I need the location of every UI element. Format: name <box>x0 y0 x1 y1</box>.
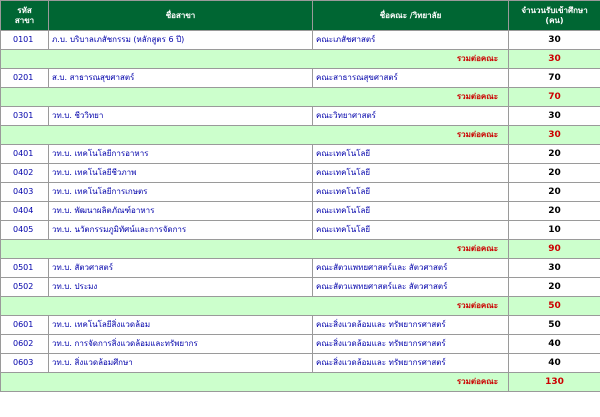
faculty-total-row <box>1 240 600 259</box>
program-code: 0101 <box>1 31 49 50</box>
faculty-total-label: รวมต่อคณะ <box>1 373 509 392</box>
table-row <box>1 354 600 373</box>
faculty-name: คณะสัตวแพทยศาสตร์และ สัตวศาสตร์ <box>313 278 509 297</box>
table-row <box>1 183 600 202</box>
table-row <box>1 259 600 278</box>
faculty-total-label: รวมต่อคณะ <box>1 88 509 107</box>
program-name: วท.บ. สัตวศาสตร์ <box>49 259 313 278</box>
program-name: วท.บ. การจัดการสิ่งแวดล้อมและทรัพยากร <box>49 335 313 354</box>
faculty-total-label: รวมต่อคณะ <box>1 297 509 316</box>
program-code: 0403 <box>1 183 49 202</box>
table-row <box>1 278 600 297</box>
quota-value: 20 <box>509 202 600 221</box>
quota-value: 20 <box>509 183 600 202</box>
program-name: ส.บ. สาธารณสุขศาสตร์ <box>49 69 313 88</box>
faculty-name: คณะเทคโนโลยี <box>313 145 509 164</box>
faculty-total-label: รวมต่อคณะ <box>1 50 509 69</box>
quota-value: 20 <box>509 278 600 297</box>
program-name: วท.บ. ชีววิทยา <box>49 107 313 126</box>
program-name: วท.บ. พัฒนาผลิตภัณฑ์อาหาร <box>49 202 313 221</box>
header-quota: จำนวนรับเข้าศึกษา (คน) <box>509 1 600 31</box>
faculty-name: คณะสิ่งแวดล้อมและ ทรัพยากรศาสตร์ <box>313 335 509 354</box>
program-name: วท.บ. นวัตกรรมภูมิทัศน์และการจัดการ <box>49 221 313 240</box>
quota-value: 50 <box>509 316 600 335</box>
program-code: 0401 <box>1 145 49 164</box>
table-row <box>1 316 600 335</box>
faculty-total-row <box>1 373 600 392</box>
table-body <box>1 31 600 392</box>
program-code: 0405 <box>1 221 49 240</box>
table-row <box>1 107 600 126</box>
faculty-total-value: 30 <box>509 126 600 145</box>
quota-value: 40 <box>509 354 600 373</box>
faculty-total-label: รวมต่อคณะ <box>1 126 509 145</box>
faculty-total-row <box>1 297 600 316</box>
program-code: 0501 <box>1 259 49 278</box>
program-code: 0402 <box>1 164 49 183</box>
table-row <box>1 145 600 164</box>
table-row <box>1 69 600 88</box>
program-name: วท.บ. เทคโนโลยีการเกษตร <box>49 183 313 202</box>
faculty-name: คณะสาธารณสุขศาสตร์ <box>313 69 509 88</box>
quota-value: 70 <box>509 69 600 88</box>
table-row <box>1 221 600 240</box>
faculty-total-value: 50 <box>509 297 600 316</box>
quota-value: 30 <box>509 107 600 126</box>
header-program: ชื่อสาขา <box>49 1 313 31</box>
program-code: 0602 <box>1 335 49 354</box>
quota-value: 30 <box>509 259 600 278</box>
faculty-name: คณะเภสัชศาสตร์ <box>313 31 509 50</box>
quota-value: 20 <box>509 145 600 164</box>
table-row <box>1 335 600 354</box>
header-faculty: ชื่อคณะ /วิทยาลัย <box>313 1 509 31</box>
program-name: วท.บ. ประมง <box>49 278 313 297</box>
program-name: วท.บ. เทคโนโลยีสิ่งแวดล้อม <box>49 316 313 335</box>
table-header-row <box>1 1 600 31</box>
program-name: ภ.บ. บริบาลเภสัชกรรม (หลักสูตร 6 ปี) <box>49 31 313 50</box>
header-code: รหัส สาขา <box>1 1 49 31</box>
faculty-name: คณะสิ่งแวดล้อมและ ทรัพยากรศาสตร์ <box>313 316 509 335</box>
program-code: 0301 <box>1 107 49 126</box>
quota-value: 10 <box>509 221 600 240</box>
program-name: วท.บ. เทคโนโลยีชีวภาพ <box>49 164 313 183</box>
faculty-name: คณะเทคโนโลยี <box>313 202 509 221</box>
faculty-name: คณะเทคโนโลยี <box>313 164 509 183</box>
faculty-name: คณะเทคโนโลยี <box>313 183 509 202</box>
faculty-total-value: 130 <box>509 373 600 392</box>
program-name: วท.บ. เทคโนโลยีการอาหาร <box>49 145 313 164</box>
faculty-name: คณะสิ่งแวดล้อมและ ทรัพยากรศาสตร์ <box>313 354 509 373</box>
program-code: 0201 <box>1 69 49 88</box>
table-row <box>1 164 600 183</box>
program-name: วท.บ. สิ่งแวดล้อมศึกษา <box>49 354 313 373</box>
faculty-total-value: 70 <box>509 88 600 107</box>
quota-value: 20 <box>509 164 600 183</box>
faculty-name: คณะเทคโนโลยี <box>313 221 509 240</box>
faculty-name: คณะวิทยาศาสตร์ <box>313 107 509 126</box>
faculty-total-value: 30 <box>509 50 600 69</box>
faculty-total-row <box>1 50 600 69</box>
faculty-name: คณะสัตวแพทยศาสตร์และ สัตวศาสตร์ <box>313 259 509 278</box>
faculty-total-row <box>1 88 600 107</box>
quota-value: 30 <box>509 31 600 50</box>
quota-value: 40 <box>509 335 600 354</box>
program-code: 0502 <box>1 278 49 297</box>
faculty-total-row <box>1 126 600 145</box>
program-code: 0404 <box>1 202 49 221</box>
faculty-total-value: 90 <box>509 240 600 259</box>
program-code: 0603 <box>1 354 49 373</box>
table-row <box>1 31 600 50</box>
table-row <box>1 202 600 221</box>
faculty-total-label: รวมต่อคณะ <box>1 240 509 259</box>
program-code: 0601 <box>1 316 49 335</box>
